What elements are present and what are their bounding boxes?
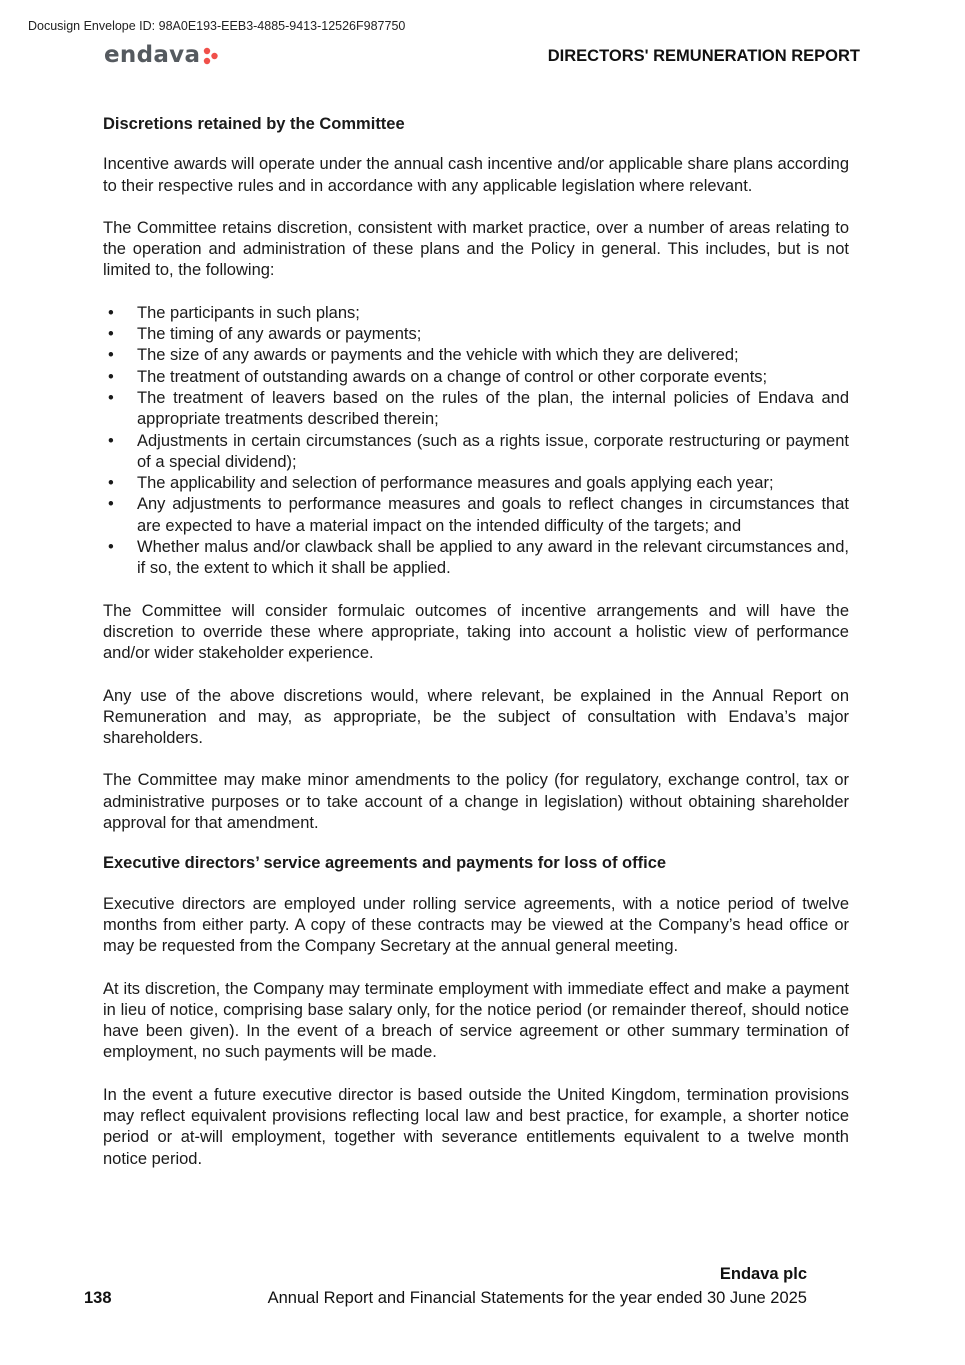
page-header-title: DIRECTORS' REMUNERATION REPORT: [547, 47, 860, 65]
bullet-icon: •: [108, 325, 114, 344]
endava-logo-mark-icon: [203, 47, 219, 65]
endava-logo: [104, 40, 219, 70]
bullet-icon: •: [108, 303, 114, 322]
bullet-icon: •: [108, 495, 114, 514]
bullet-icon: •: [108, 388, 114, 407]
paragraph: The Committee may make minor amendments to the policy (for regulatory, exchange control, tax or administrative purposes or to take account of a change in legislation) without obtaining shareholder approval for that amendment.: [103, 771, 849, 833]
page-number: 138: [84, 1289, 112, 1307]
footer-company-name: Endava plc: [719, 1265, 807, 1283]
paragraph: At its discretion, the Company may terminate employment with immediate effect and make a payment in lieu of notice, comprising base salary only, for the notice period (or remainder thereof, should notice have been given). In the event of a breach of service agreement or other summary termination of employment, no such payments will be made.: [103, 979, 849, 1062]
bullet-icon: •: [108, 431, 114, 450]
list-item: • Any adjustments to performance measures and goals to reflect changes in circumstances that are expected to have a material impact on the intended difficulty of the targets; and: [108, 495, 849, 535]
bullet-icon: •: [108, 538, 114, 557]
page-content: [103, 114, 849, 1191]
paragraph: The Committee retains discretion, consistent with market practice, over a number of areas relating to the operation and administration of these plans and the Policy in general. This includes, but is not limited to, the following:: [103, 218, 849, 280]
section-heading-discretions: Discretions retained by the Committee: [103, 115, 405, 133]
list-item: • The participants in such plans;: [103, 303, 849, 324]
list-item: • The treatment of outstanding awards on a change of control or other corporate events;: [103, 367, 849, 388]
bullet-icon: •: [108, 367, 114, 386]
paragraph: Executive directors are employed under rolling service agreements, with a notice period of twelve months from either party. A copy of these contracts may be viewed at the Company’s head office or may be requested from the Company Secretary at the annual general meeting.: [103, 894, 849, 956]
bullet-icon: •: [108, 474, 114, 493]
docusign-envelope-id: Docusign Envelope ID: 98A0E193-EEB3-4885-9413-12526F987750: [28, 19, 406, 33]
list-item: • Adjustments in certain circumstances (such as a rights issue, corporate restructuring or payment of a special dividend);: [108, 431, 849, 471]
list-item: • The timing of any awards or payments;: [103, 324, 849, 345]
discretions-list: [103, 303, 849, 580]
section-heading-service-agreements: Executive directors’ service agreements and payments for loss of office: [103, 854, 667, 873]
paragraph: Incentive awards will operate under the annual cash incentive and/or applicable share plans according to their respective rules and in accordance with any applicable legislation where relevant.: [103, 155, 849, 195]
footer-report-title: Annual Report and Financial Statements for the year ended 30 June 2025: [267, 1289, 807, 1307]
list-item: • Whether malus and/or clawback shall be applied to any award in the relevant circumstances and, if so, the extent to which it shall be applied.: [108, 538, 849, 578]
list-item: • The treatment of leavers based on the rules of the plan, the internal policies of Endava and appropriate treatments described therein;: [108, 388, 849, 429]
logo-text: endava: [104, 42, 201, 68]
list-item: • The applicability and selection of performance measures and goals applying each year;: [103, 473, 849, 494]
list-item: • The size of any awards or payments and the vehicle with which they are delivered;: [103, 345, 849, 366]
paragraph: Any use of the above discretions would, where relevant, be explained in the Annual Report on Remuneration and may, as appropriate, be the subject of consultation with Endava’s major shareholders.: [103, 686, 849, 748]
bullet-icon: •: [108, 346, 114, 365]
paragraph: In the event a future executive director is based outside the United Kingdom, termination provisions may reflect equivalent provisions reflecting local law and best practice, for example, a shorter notice period or at-will employment, together with severance entitlements equivalent to a twelve month notice period.: [103, 1085, 849, 1168]
paragraph: The Committee will consider formulaic outcomes of incentive arrangements and will have the discretion to override these where appropriate, taking into account a holistic view of performance and/or wider stakeholder experience.: [103, 601, 849, 663]
